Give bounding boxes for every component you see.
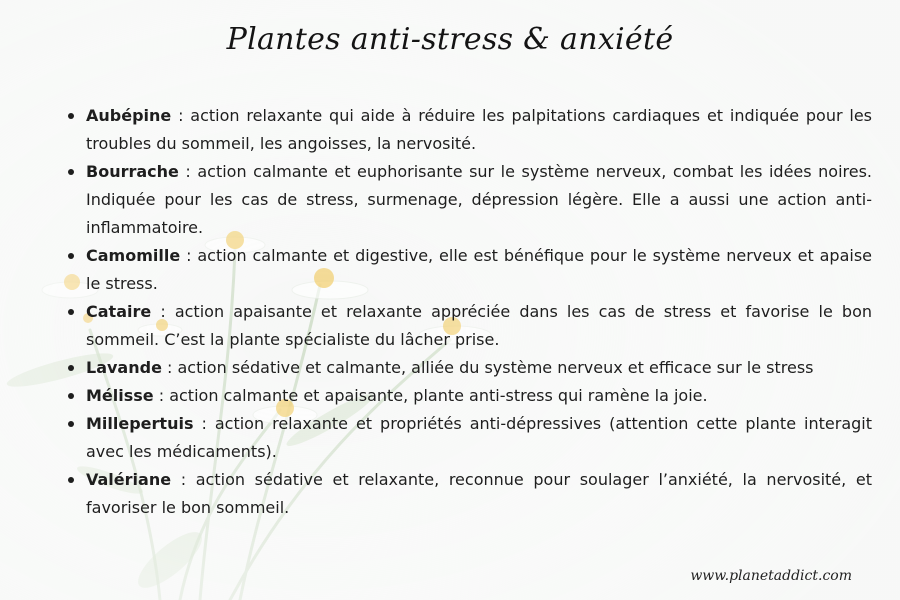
plant-name: Millepertuis [86, 414, 194, 433]
list-item-aubepine [86, 102, 872, 158]
plant-name: Valériane [86, 470, 172, 489]
page-title: Plantes anti-stress & anxiété [226, 22, 674, 57]
website-url: www.planetaddict.com [690, 568, 852, 584]
plant-description: : action calmante et digestive, elle est bénéfique pour le système nerveux et apaise le stress. [86, 246, 872, 293]
plant-description: : action calmante et euphorisante sur le système nerveux, combat les idées noires. Indiquée pour les cas de stress, surmenage, dépression légère. Elle a aussi une action anti-inflammatoire. [86, 162, 872, 237]
plant-name: Aubépine [86, 106, 172, 125]
list-item-valeriane [86, 466, 872, 522]
plant-description: : action apaisante et relaxante appréciée dans les cas de stress et favorise le bon sommeil. C’est la plante spécialiste du lâcher prise. [86, 302, 872, 349]
list-item-melisse [86, 382, 872, 410]
plant-description: : action sédative et relaxante, reconnue pour soulager l’anxiété, la nervosité, et favoriser le bon sommeil. [86, 470, 872, 517]
plant-name: Camomille [86, 246, 181, 265]
plant-name: Mélisse [86, 386, 154, 405]
list-item-millepertuis [86, 410, 872, 466]
plant-description: : action relaxante et propriétés anti-dépressives (attention cette plante interagit avec les médicaments). [86, 414, 872, 461]
plant-description: : action calmante et apaisante, plante anti-stress qui ramène la joie. [153, 386, 708, 405]
plant-description: : action sédative et calmante, alliée du système nerveux et efficace sur le stress [161, 358, 814, 377]
list-item-lavande [86, 354, 872, 382]
plant-list [66, 102, 872, 522]
list-item-bourrache [86, 158, 872, 242]
list-item-camomille [86, 242, 872, 298]
list-item-cataire [86, 298, 872, 354]
plant-name: Lavande [86, 358, 162, 377]
plant-name: Bourrache [86, 162, 179, 181]
plant-name: Cataire [86, 302, 152, 321]
plant-description: : action relaxante qui aide à réduire les palpitations cardiaques et indiquée pour les troubles du sommeil, les angoisses, la nervosité. [86, 106, 872, 153]
